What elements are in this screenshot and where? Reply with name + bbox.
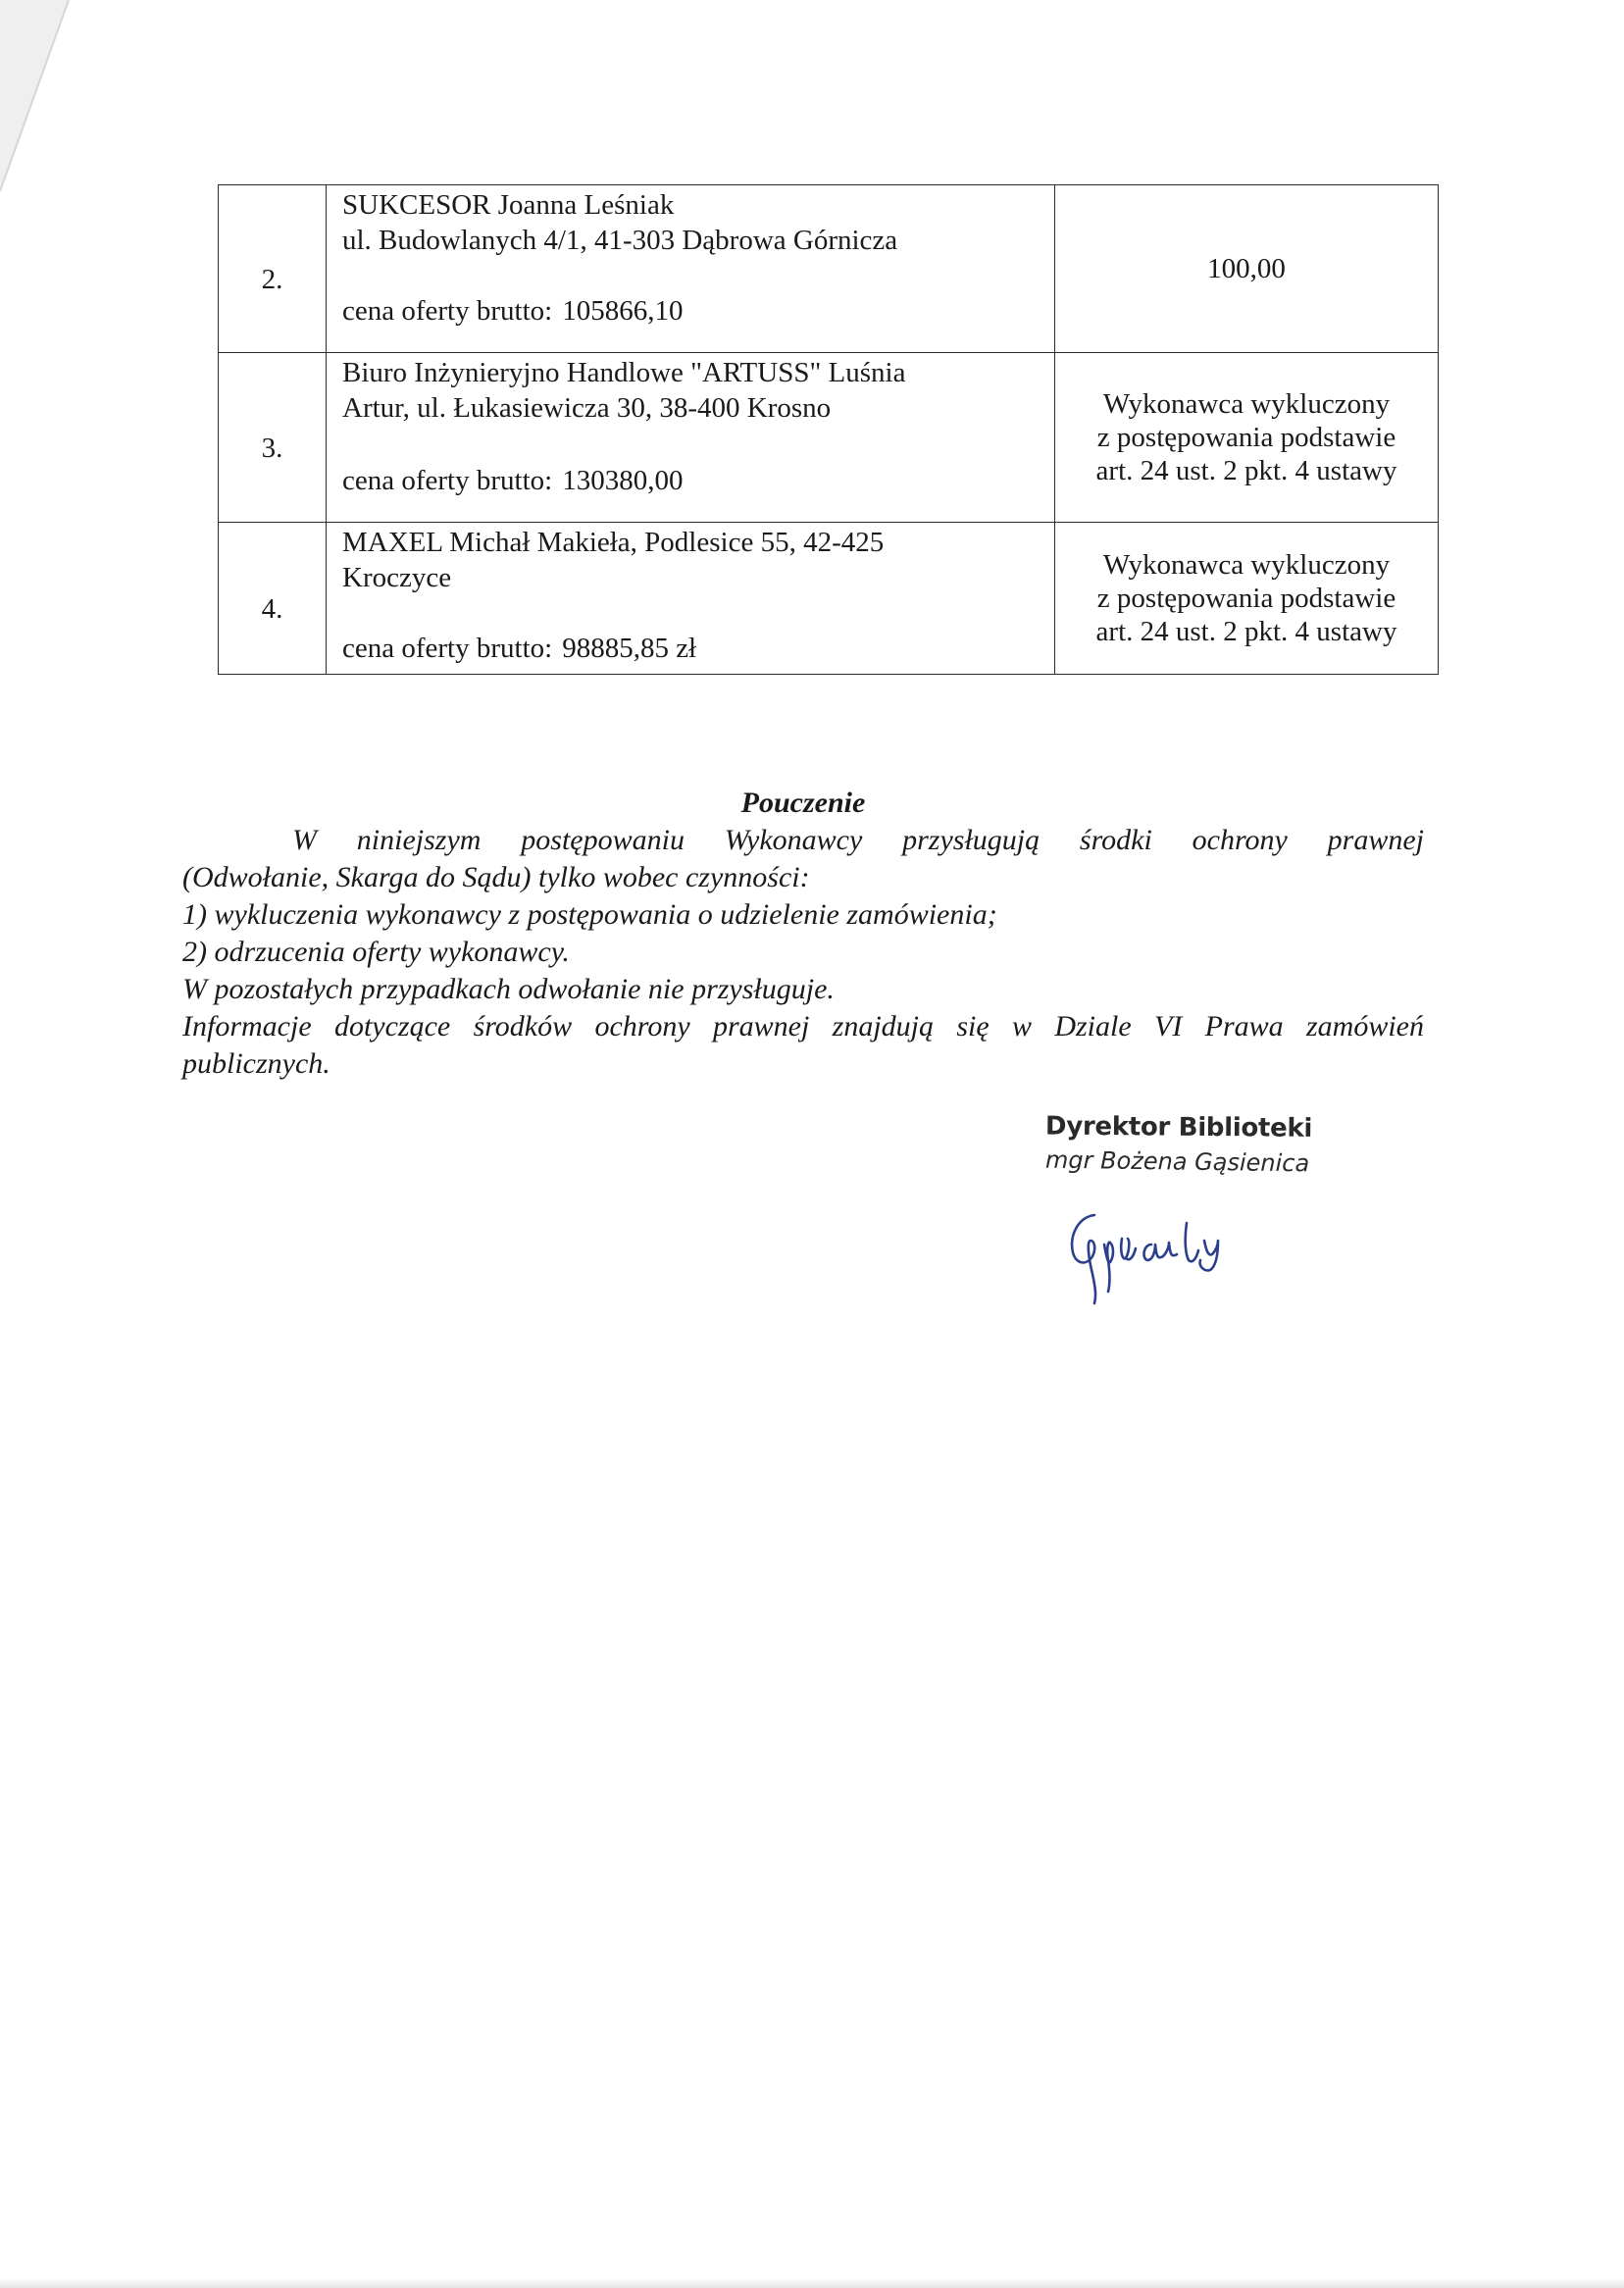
notice-info-line: publicznych. <box>182 1047 330 1080</box>
offers-table <box>218 184 1439 675</box>
price-value: 130380,00 <box>562 465 684 496</box>
price-label: cena oferty brutto: <box>342 633 553 664</box>
offer-firm-cell <box>327 523 1055 675</box>
exclusion-line: art. 24 ust. 2 pkt. 4 ustawy <box>1095 455 1397 486</box>
table-row <box>219 353 1439 523</box>
firm-address-line: Artur, ul. Łukasiewicza 30, 38-400 Krosno <box>342 392 832 424</box>
price-value: 105866,10 <box>562 295 684 327</box>
signatory-name: mgr Bożena Gąsienica <box>1044 1145 1310 1178</box>
offer-number: 2. <box>261 264 283 295</box>
scan-bottom-edge <box>0 2278 1624 2288</box>
offer-result-cell <box>1055 523 1439 675</box>
price-label: cena oferty brutto: <box>342 465 553 496</box>
legal-notice <box>182 785 1424 1083</box>
notice-list-item: 2) odrzucenia oferty wykonawcy. <box>182 936 570 968</box>
price-value: 98885,85 zł <box>562 633 697 664</box>
offer-number: 3. <box>261 432 283 464</box>
offer-price <box>342 463 1044 502</box>
notice-other-cases: W pozostałych przypadkach odwołanie nie przysługuje. <box>182 973 835 1005</box>
exclusion-line: Wykonawca wykluczony <box>1102 388 1391 420</box>
exclusion-line: z postępowania podstawie <box>1096 583 1396 614</box>
offer-score: 100,00 <box>1207 253 1286 284</box>
notice-intro-line: W niniejszym postępowaniu Wykonawcy przysługują środki ochrony prawnej <box>292 824 1424 856</box>
table-row <box>219 523 1439 675</box>
exclusion-line: Wykonawca wykluczony <box>1102 549 1391 581</box>
offer-price <box>342 293 1044 332</box>
table-row <box>219 185 1439 353</box>
notice-intro-line: (Odwołanie, Skarga do Sądu) tylko wobec czynności: <box>182 861 810 893</box>
signature-stamp <box>1045 1113 1379 1176</box>
firm-address-line: ul. Budowlanych 4/1, 41-303 Dąbrowa Górnicza <box>342 225 898 256</box>
notice-info-line: Informacje dotyczące środków ochrony prawnej znajdują się w Dziale VI Prawa zamówień <box>182 1010 1424 1042</box>
scan-shadow-corner <box>0 0 78 196</box>
firm-name-line: Biuro Inżynieryjno Handlowe "ARTUSS" Luśnia <box>342 357 906 388</box>
handwritten-signature <box>1061 1201 1247 1309</box>
offer-firm-cell <box>327 185 1055 353</box>
firm-name-line: SUKCESOR Joanna Leśniak <box>342 189 675 221</box>
offer-number-cell <box>219 353 327 523</box>
offer-number-cell <box>219 523 327 675</box>
price-label: cena oferty brutto: <box>342 295 553 327</box>
notice-title: Pouczenie <box>740 787 866 819</box>
signatory-title: Dyrektor Biblioteki <box>1044 1111 1313 1144</box>
offer-price <box>342 631 1044 670</box>
offer-firm-cell <box>327 353 1055 523</box>
exclusion-line: art. 24 ust. 2 pkt. 4 ustawy <box>1095 616 1397 647</box>
offer-result-cell <box>1055 353 1439 523</box>
firm-address-line: Kroczyce <box>342 562 452 593</box>
notice-list-item: 1) wykluczenia wykonawcy z postępowania o udzielenie zamówienia; <box>182 898 997 931</box>
offer-number-cell <box>219 185 327 353</box>
offer-result-cell <box>1055 185 1439 353</box>
firm-name-line: MAXEL Michał Makieła, Podlesice 55, 42-425 <box>342 527 885 558</box>
offer-number: 4. <box>261 593 283 625</box>
exclusion-line: z postępowania podstawie <box>1096 422 1396 453</box>
